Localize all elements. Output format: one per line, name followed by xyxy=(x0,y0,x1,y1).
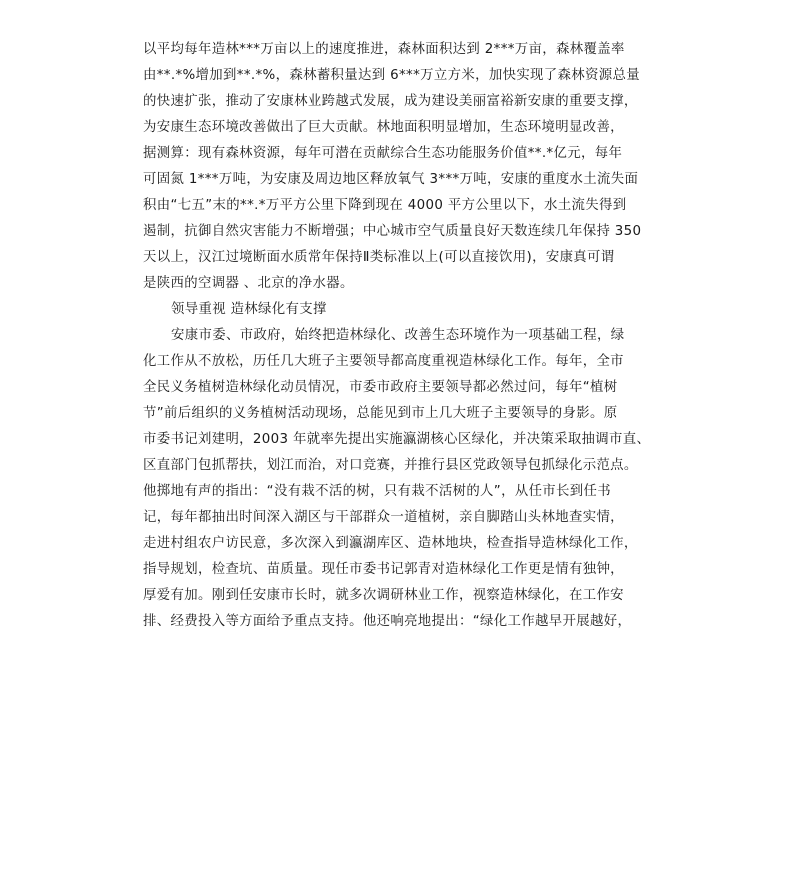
paragraph-line: 厚爱有加。刚到任安康市长时，就多次调研林业工作，视察造林绿化，在工作安 xyxy=(143,588,624,603)
paragraph-line: 由**.*%增加到**.*%，森林蓄积量达到 6***万立方米，加快实现了森林资源总量 xyxy=(143,68,640,83)
paragraph-line: 为安康生态环境改善做出了巨大贡献。林地面积明显增加，生态环境明显改善， xyxy=(143,120,624,135)
paragraph-line: 他掷地有声的指出：“没有栽不活的树，只有栽不活树的人”，从任市长到任书 xyxy=(143,484,612,499)
paragraph-line: 节”前后组织的义务植树活动现场，总能见到市上几大班子主要领导的身影。原 xyxy=(143,406,618,421)
paragraph-line: 的快速扩张，推动了安康林业跨越式发展，成为建设美丽富裕新安康的重要支撑， xyxy=(143,94,638,109)
paragraph-line: 天以上，汉江过境断面水质常年保持Ⅱ类标准以上(可以直接饮用)，安康真可谓 xyxy=(143,250,615,265)
paragraph-line: 区直部门包抓帮扶，划江而治，对口竞赛，并推行县区党政领导包抓绿化示范点。 xyxy=(143,458,638,473)
paragraph-line: 可固氮 1***万吨，为安康及周边地区释放氧气 3***万吨，安康的重度水土流失面 xyxy=(143,172,639,187)
paragraph-line: 据测算：现有森林资源，每年可潜在贡献综合生态功能服务价值**.*亿元，每年 xyxy=(143,146,623,161)
paragraph-line: 化工作从不放松，历任几大班子主要领导都高度重视造林绿化工作。每年，全市 xyxy=(143,354,624,369)
paragraph-line: 排、经费投入等方面给予重点支持。他还响亮地提出：“绿化工作越早开展越好， xyxy=(143,614,632,629)
paragraph-line: 市委书记刘建明，2003 年就率先提出实施瀛湖核心区绿化，并决策采取抽调市直、 xyxy=(143,432,651,447)
paragraph-line: 遏制，抗御自然灾害能力不断增强；中心城市空气质量良好天数连续几年保持 350 xyxy=(143,224,642,239)
paragraph-line: 走进村组农户访民意，多次深入到瀛湖库区、造林地块，检查指导造林绿化工作， xyxy=(143,536,638,551)
paragraph-line: 全民义务植树造林绿化动员情况，市委市政府主要领导都必然过问，每年“植树 xyxy=(143,380,618,395)
paragraph-line: 指导规划，检查坑、苗质量。现任市委书记郭青对造林绿化工作更是情有独钟， xyxy=(143,562,624,577)
paragraph-line: 积由“七五”末的**.*万平方公里下降到现在 4000 平方公里以下，水土流失得到 xyxy=(143,198,627,213)
paragraph-line: 以平均每年造林***万亩以上的速度推进，森林面积达到 2***万亩，森林覆盖率 xyxy=(143,42,625,57)
paragraph-line: 安康市委、市政府，始终把造林绿化、改善生态环境作为一项基础工程，绿 xyxy=(171,328,625,343)
paragraph-line: 记，每年都抽出时间深入湖区与干部群众一道植树，亲自脚踏山头林地查实情， xyxy=(143,510,624,525)
paragraph-line: 是陕西的空调器 、北京的净水器。 xyxy=(143,276,354,291)
section-heading: 领导重视 造林绿化有支撑 xyxy=(171,302,327,317)
